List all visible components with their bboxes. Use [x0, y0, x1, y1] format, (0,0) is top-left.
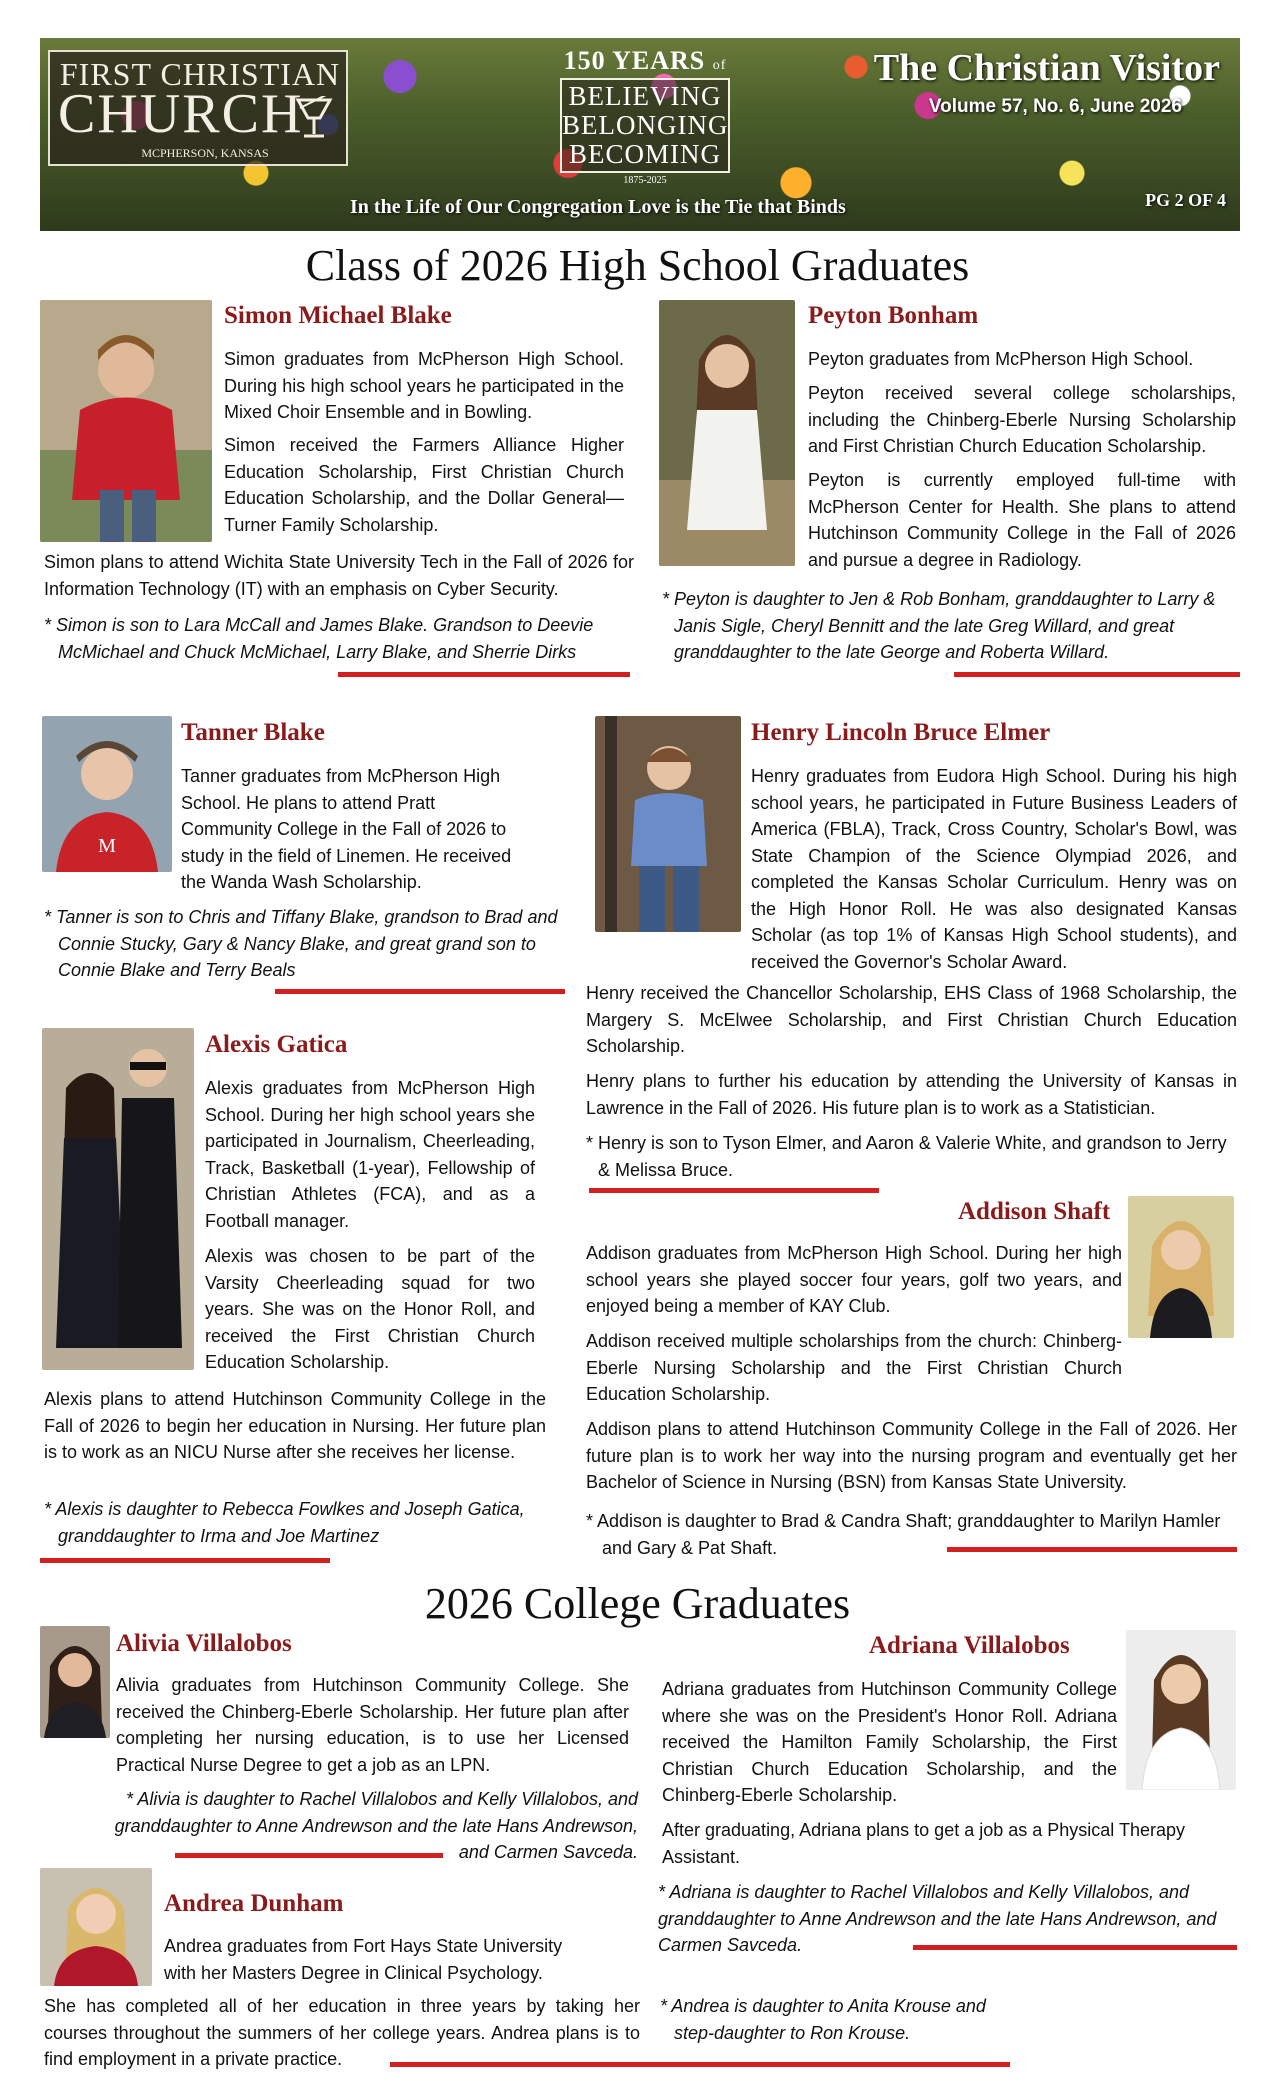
tanner-name: Tanner Blake	[181, 719, 325, 746]
anniversary-of: of	[712, 58, 727, 73]
divider-rule	[947, 1547, 1237, 1552]
portrait-icon	[595, 716, 741, 932]
divider-rule	[275, 989, 565, 994]
portrait-icon	[659, 300, 795, 566]
adriana-photo	[1126, 1630, 1236, 1790]
anniversary-years: 150 YEARS	[563, 46, 706, 75]
portrait-icon	[40, 300, 212, 542]
newsletter-title: The Christian Visitor	[873, 47, 1220, 89]
andrea-paragraph-2: She has completed all of her education in three years by taking her courses throughout the summers of her college years. Andrea plans is to find employment in a private practice.	[44, 1996, 640, 2069]
newsletter-volume: Volume 57, No. 6, June 2026	[928, 96, 1182, 117]
divider-rule	[954, 672, 1240, 677]
adriana-name: Adriana Villalobos	[869, 1632, 1070, 1659]
divider-rule	[589, 1188, 879, 1193]
logo-first-text: FIRST CHRISTIAN	[59, 56, 341, 92]
alexis-name: Alexis Gatica	[205, 1031, 348, 1058]
divider-rule	[913, 1945, 1237, 1950]
tanner-photo	[42, 716, 172, 872]
peyton-paragraph-3: Peyton is currently employed full-time with McPherson Center for Health. She plans to attend Hutchinson Community College in the Fall of 2026 and pursue a degree in Radiology.	[808, 470, 1236, 570]
anniversary-badge	[550, 46, 740, 186]
adriana-family-note: * Adriana is daughter to Rachel Villalobos and Kelly Villalobos, and granddaughter to Anne Andrewson and the late Hans Andrewson, and Carmen Savceda.	[658, 1882, 1217, 1955]
church-logo	[48, 50, 348, 166]
portrait-icon	[40, 1868, 152, 1986]
addison-paragraph-2: Addison received multiple scholarships from the church: Chinberg-Eberle Nursing Scholarship and the First Christian Church Education Scholarship.	[586, 1331, 1122, 1404]
logo-city-text: MCPHERSON, KANSAS	[141, 146, 269, 160]
portrait-icon	[1128, 1196, 1234, 1338]
addison-paragraph-3: Addison plans to attend Hutchinson Community College in the Fall of 2026. Her future plan is to work her way into the nursing program and eventually get her Bachelor of Science in Nursing (BSN) from Kansas State University.	[586, 1419, 1237, 1492]
masthead-banner	[40, 38, 1240, 231]
henry-paragraph-1: Henry graduates from Eudora High School. During his high school years, he participated in Future Business Leaders of America (FBLA), Track, Cross Country, Scholar's Bowl, was State Champion of the Science Olympiad 2026, and completed the Kansas Scholar Curriculum. Henry was on the High Honor Roll. He was also designated Kansas Scholar (as top 1% of Kansas High School students), and received the Governor's Scholar Award.	[751, 766, 1237, 972]
divider-rule	[40, 1558, 330, 1563]
adriana-paragraph-2: After graduating, Adriana plans to get a job as a Physical Therapy Assistant.	[662, 1820, 1185, 1867]
simon-paragraph-1: Simon graduates from McPherson High School. During his high school years he participated in the Mixed Choir Ensemble and in Bowling.	[224, 349, 624, 422]
simon-family-note: * Simon is son to Lara McCall and James Blake. Grandson to Deevie McMichael and Chuck McMichael, Larry Blake, and Sherrie Dirks	[44, 615, 594, 662]
andrea-name: Andrea Dunham	[164, 1890, 344, 1917]
simon-paragraph-2: Simon received the Farmers Alliance Higher Education Scholarship, First Christian Church Education Scholarship, and the Dollar General—Turner Family Scholarship.	[224, 435, 624, 535]
andrea-paragraph-1: Andrea graduates from Fort Hays State University with her Masters Degree in Clinical Psychology.	[164, 1936, 563, 1983]
andrea-family-note: * Andrea is daughter to Anita Krouse and step-daughter to Ron Krouse.	[660, 1996, 986, 2043]
peyton-paragraph-1: Peyton graduates from McPherson High School.	[808, 349, 1194, 369]
simon-photo	[40, 300, 212, 542]
addison-paragraph-1: Addison graduates from McPherson High School. During her high school years she played soccer four years, golf two years, and enjoyed being a member of KAY Club.	[586, 1243, 1122, 1316]
divider-rule	[338, 672, 630, 677]
alivia-photo	[40, 1626, 110, 1738]
anniversary-dates: 1875-2025	[623, 175, 667, 186]
divider-rule	[390, 2062, 1010, 2067]
alivia-paragraph-1: Alivia graduates from Hutchinson Community College. She received the Chinberg-Eberle Scholarship. Her future plan after completing her nursing education, is to use her Licensed Practical Nurse Degree to get a job as an LPN.	[116, 1675, 629, 1775]
addison-name: Addison Shaft	[958, 1198, 1111, 1225]
peyton-name: Peyton Bonham	[808, 302, 979, 329]
alexis-paragraph-2: Alexis was chosen to be part of the Varsity Cheerleading squad for two years. She was on the Honor Roll, and received the First Christian Church Education Scholarship.	[205, 1246, 535, 1372]
simon-paragraph-3: Simon plans to attend Wichita State University Tech in the Fall of 2026 for Information Technology (IT) with an emphasis on Cyber Security.	[44, 552, 634, 599]
tanner-paragraph-1: Tanner graduates from McPherson High School. He plans to attend Pratt Community College in the Fall of 2026 to study in the field of Linemen. He received the Wanda Wash Scholarship.	[181, 766, 512, 892]
alivia-name: Alivia Villalobos	[116, 1630, 292, 1657]
alexis-paragraph-3: Alexis plans to attend Hutchinson Community College in the Fall of 2026 to begin her education in Nursing. Her future plan is to work as an NICU Nurse after she receives her license.	[44, 1389, 546, 1462]
anniversary-word-2: BELONGING	[562, 110, 729, 140]
peyton-photo	[659, 300, 795, 566]
henry-name: Henry Lincoln Bruce Elmer	[751, 719, 1051, 746]
page-number: PG 2 OF 4	[1145, 190, 1226, 210]
henry-paragraph-3: Henry plans to further his education by attending the University of Kansas in Lawrence in the Fall of 2026. His future plan is to work as a Statistician.	[586, 1071, 1237, 1118]
portrait-icon	[42, 1028, 194, 1370]
chalice-icon	[294, 96, 334, 142]
college-section-title: 2026 College Graduates	[424, 1579, 851, 1628]
svg-text:M: M	[98, 835, 116, 857]
addison-photo	[1128, 1196, 1234, 1338]
henry-paragraph-2: Henry received the Chancellor Scholarship, EHS Class of 1968 Scholarship, the Margery S. McElwee Scholarship, and First Christian Church Education Scholarship.	[586, 983, 1237, 1056]
anniversary-word-1: BELIEVING	[568, 81, 722, 111]
newsletter-tagline: In the Life of Our Congregation Love is the Tie that Binds	[350, 196, 846, 218]
portrait-icon	[1126, 1630, 1236, 1790]
peyton-paragraph-2: Peyton received several college scholarships, including the Chinberg-Eberle Nursing Scholarship and First Christian Church Education Scholarship.	[808, 383, 1236, 456]
henry-family-note: * Henry is son to Tyson Elmer, and Aaron & Valerie White, and grandson to Jerry & Melissa Bruce.	[586, 1133, 1227, 1180]
alivia-family-note: * Alivia is daughter to Rachel Villalobos and Kelly Villalobos, and granddaughter to Anne Andrewson and the late Hans Andrewson, and Carmen Savceda.	[114, 1789, 638, 1862]
divider-rule	[175, 1853, 443, 1858]
high-school-section-title: Class of 2026 High School Graduates	[305, 241, 970, 290]
logo-church-text: CHURCH	[58, 83, 304, 145]
alexis-family-note: * Alexis is daughter to Rebecca Fowlkes and Joseph Gatica, granddaughter to Irma and Joe Martinez	[44, 1499, 525, 1546]
addison-family-note: * Addison is daughter to Brad & Candra Shaft; granddaughter to Marilyn Hamler and Gary & Pat Shaft.	[586, 1511, 1221, 1558]
alexis-photo	[42, 1028, 194, 1370]
anniversary-word-3: BECOMING	[568, 139, 721, 169]
peyton-family-note: * Peyton is daughter to Jen & Rob Bonham, granddaughter to Larry & Janis Sigle, Cheryl Bennitt and the late Greg Willard, and great granddaughter to the late George and Roberta Willard.	[662, 589, 1216, 662]
portrait-icon	[40, 1626, 110, 1738]
adriana-paragraph-1: Adriana graduates from Hutchinson Community College where she was on the President's Honor Roll. Adriana received the Hamilton Family Scholarship, the First Christian Church Education Scholarship, and the Chinberg-Eberle Scholarship.	[662, 1679, 1117, 1805]
simon-name: Simon Michael Blake	[224, 302, 452, 329]
portrait-icon	[42, 716, 172, 872]
andrea-photo	[40, 1868, 152, 1986]
tanner-family-note: * Tanner is son to Chris and Tiffany Blake, grandson to Brad and Connie Stucky, Gary & Nancy Blake, and great grand son to Connie Blake and Terry Beals	[44, 907, 558, 980]
henry-photo	[595, 716, 741, 932]
alexis-paragraph-1: Alexis graduates from McPherson High School. During her high school years she participated in Journalism, Cheerleading, Track, Basketball (1-year), Fellowship of Christian Athletes (FCA), and as a Football manager.	[205, 1078, 535, 1231]
